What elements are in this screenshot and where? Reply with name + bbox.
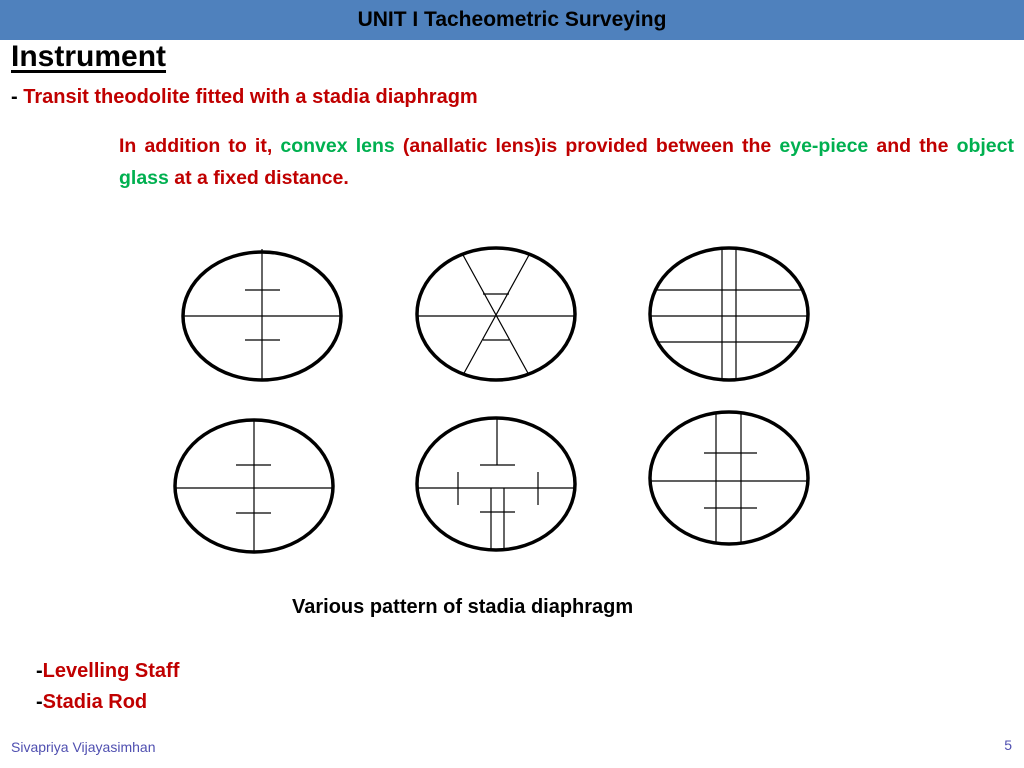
diaphragm-pattern-3 — [650, 248, 808, 380]
diaphragm-ring — [650, 412, 808, 544]
para-part-1: In addition to it, — [119, 135, 281, 157]
list-item — [36, 656, 179, 687]
equipment-list — [36, 656, 179, 718]
diaphragm-pattern-2 — [417, 248, 575, 380]
convex-lens-term: convex lens — [280, 135, 395, 157]
para-part-3: and the — [868, 135, 957, 157]
diaphragm-ring — [650, 248, 808, 380]
section-heading: Instrument — [11, 40, 167, 73]
slide-title: UNIT I Tacheometric Surveying — [357, 8, 667, 31]
footer-author: Sivapriya Vijayasimhan — [11, 739, 156, 755]
list-item-dash: - — [36, 660, 43, 682]
list-item-label: Stadia Rod — [42, 691, 148, 713]
diaphragm-pattern-4 — [175, 420, 333, 552]
diaphragm-pattern-6 — [650, 412, 808, 544]
list-item-dash: - — [36, 691, 43, 713]
list-item-label: Levelling Staff — [42, 660, 180, 682]
diaphragm-pattern-1 — [183, 249, 341, 380]
diagram-caption: Various pattern of stadia diaphragm — [292, 596, 634, 618]
para-part-2: (anallatic lens)is provided between the — [394, 135, 780, 157]
object-glass-term: object glass — [119, 135, 1014, 189]
list-item — [36, 687, 179, 718]
eye-piece-term: eye-piece — [779, 135, 869, 157]
para-part-4: at a fixed distance. — [168, 167, 349, 189]
diaphragm-pattern-5 — [417, 418, 575, 550]
diaphragm-ring — [417, 418, 575, 550]
page-number: 5 — [1004, 737, 1012, 753]
instrument-text: Transit theodolite fitted with a stadia diaphragm — [23, 86, 478, 108]
instrument-dash: - — [11, 86, 24, 108]
